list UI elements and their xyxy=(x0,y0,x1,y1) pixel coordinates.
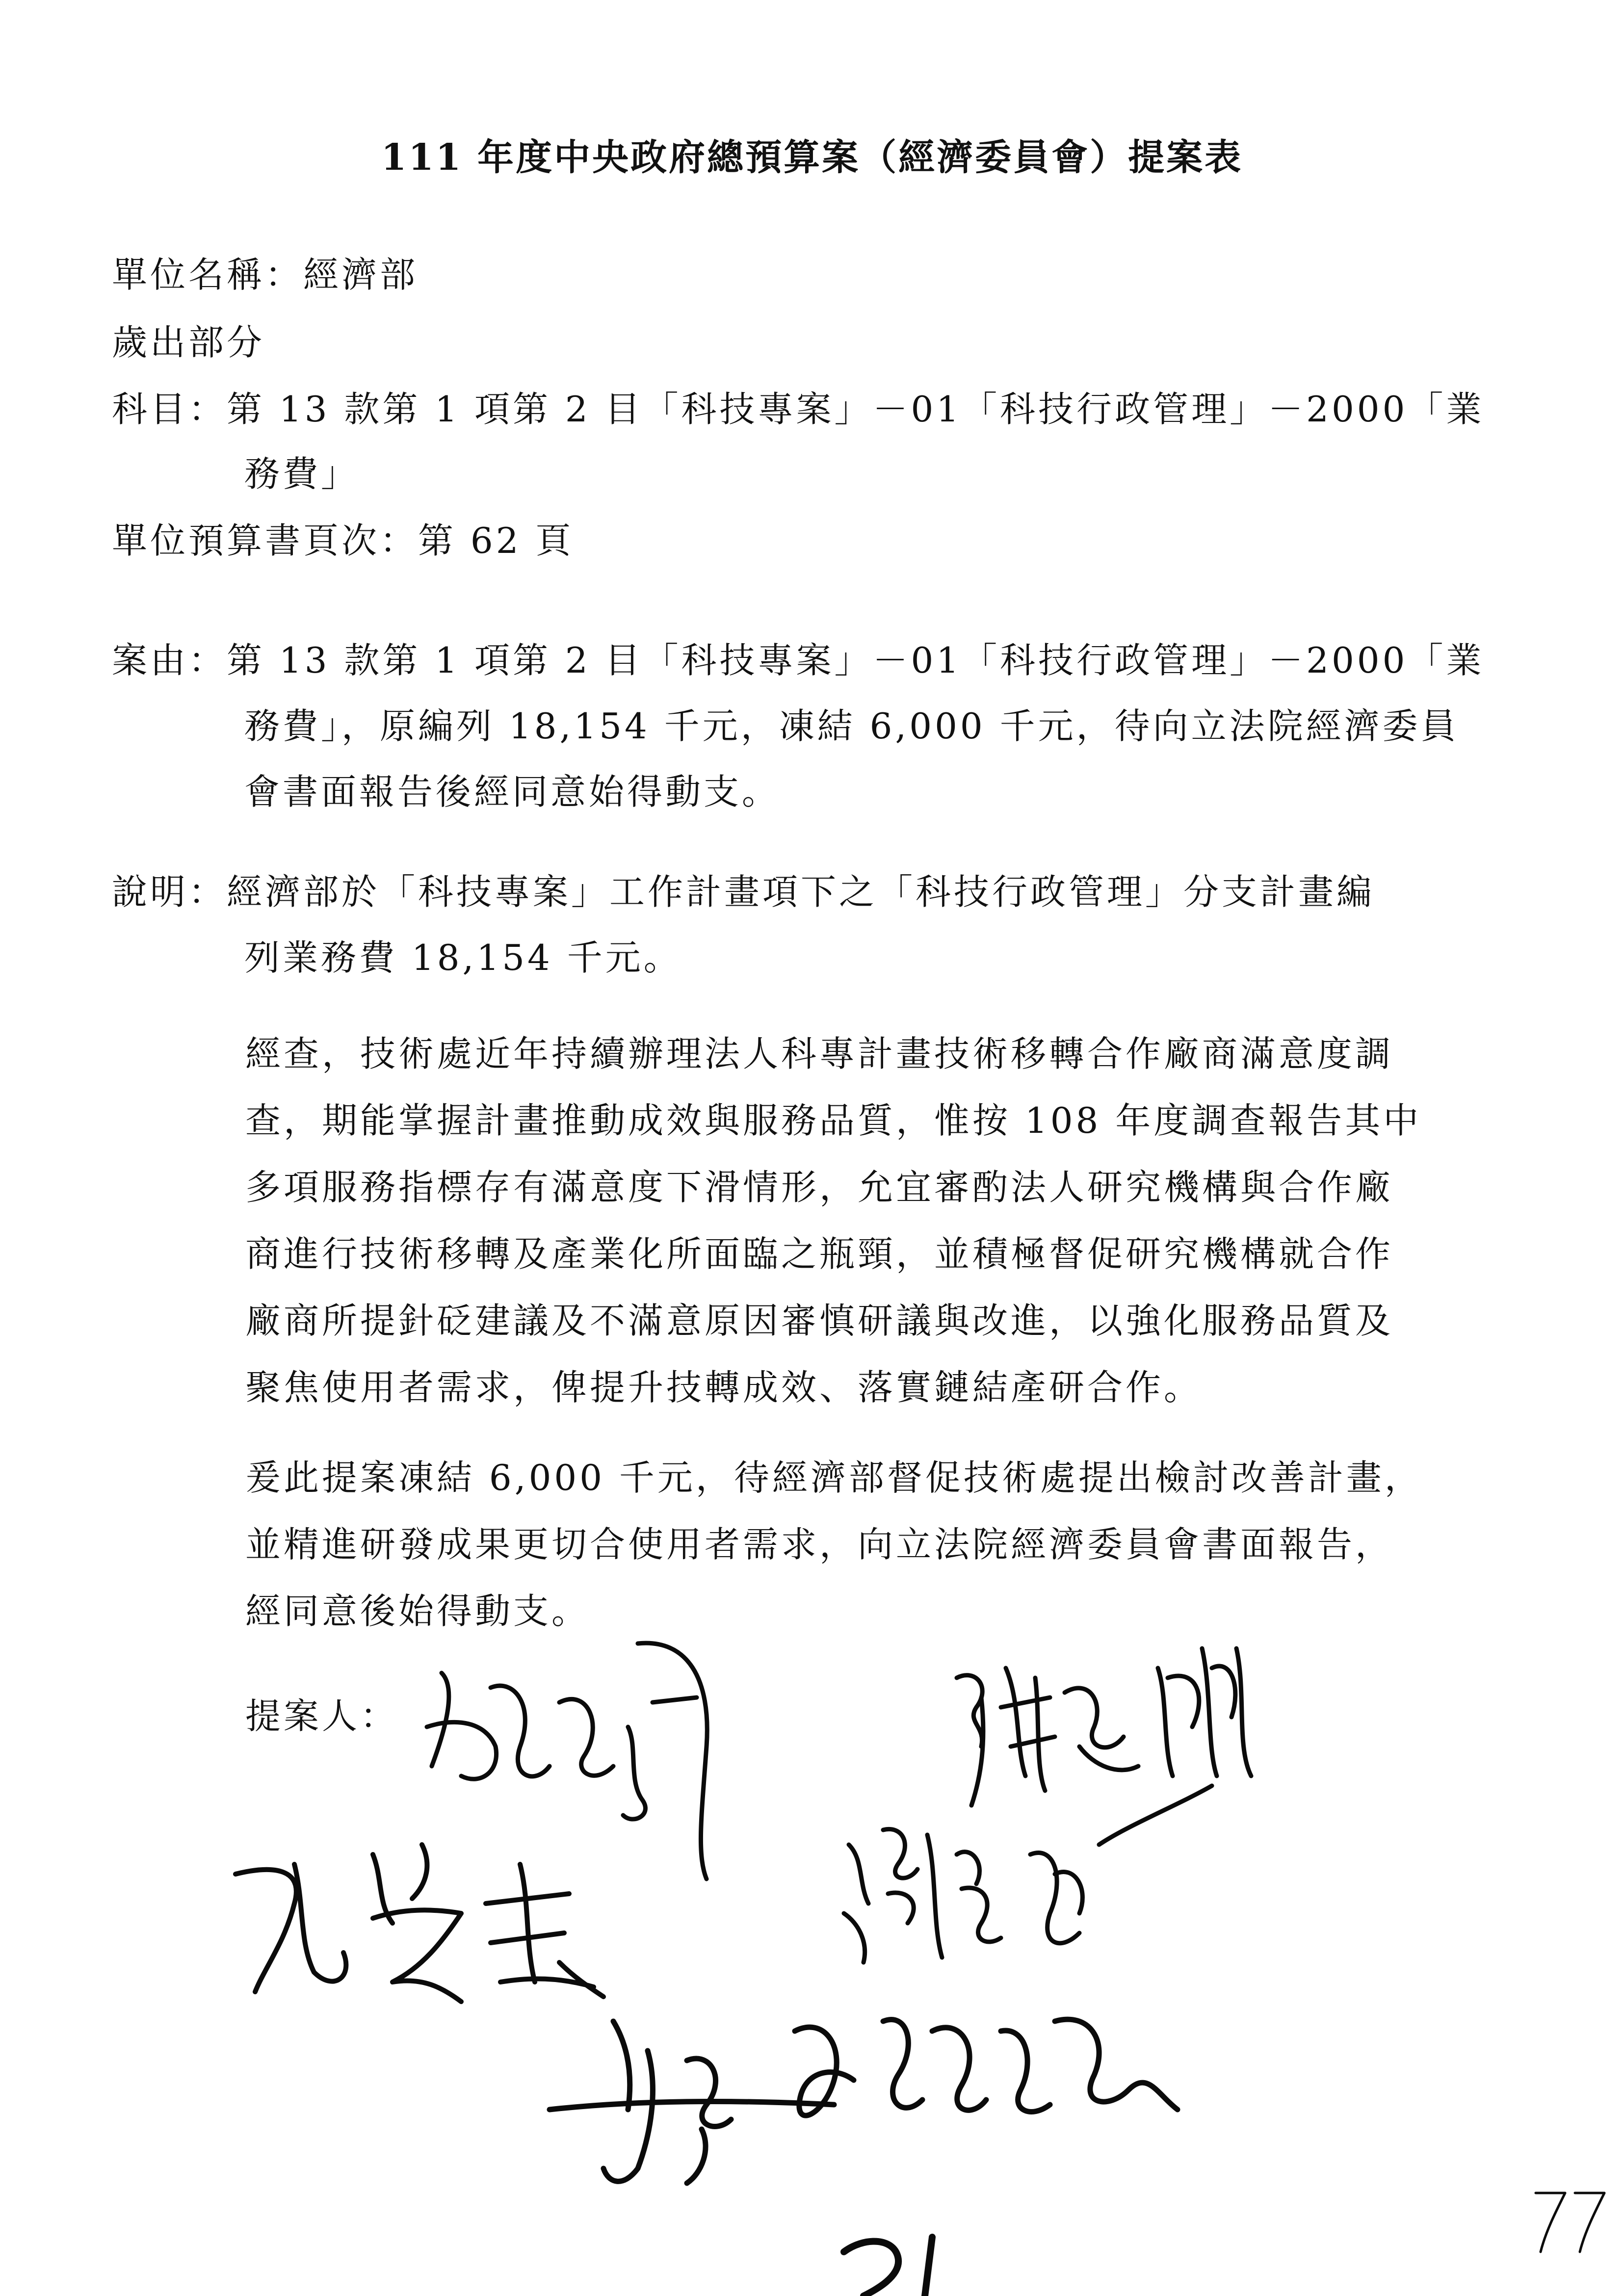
paragraph-line: 查，期能掌握計畫推動成效與服務品質，惟按 108 年度調查報告其中 xyxy=(245,1100,1422,1141)
subject-line-1: 科目：第 13 款第 1 項第 2 目「科技專案」－01「科技行政管理」－2000「業 xyxy=(112,389,1485,430)
proposer-label: 提案人： xyxy=(245,1696,399,1737)
reason-line-3: 會書面報告後經同意始得動支。 xyxy=(244,771,781,812)
signature-3 xyxy=(236,1845,603,2002)
paragraph-line: 經查，技術處近年持續辦理法人科專計畫技術移轉合作廠商滿意度調 xyxy=(245,1033,1394,1074)
signature-2 xyxy=(957,1648,1251,1805)
handwritten-page-number xyxy=(844,2237,932,2296)
paragraph-line: 並精進研發成果更切合使用者需求，向立法院經濟委員會書面報告， xyxy=(245,1524,1394,1565)
explanation-paragraph-3 xyxy=(245,1444,1423,1644)
signature-1 xyxy=(427,1643,707,1879)
unit-name: 單位名稱：經濟部 xyxy=(112,254,419,295)
paragraph-line: 經同意後始得動支。 xyxy=(245,1591,590,1632)
paragraph-line: 爰此提案凍結 6,000 千元，待經濟部督促技術處提出檢討改善計畫， xyxy=(245,1457,1423,1498)
explanation-paragraph-2 xyxy=(245,1020,1421,1421)
handwritten-corner-number xyxy=(1536,2193,1604,2252)
paragraph-line: 商進行技術移轉及產業化所面臨之瓶頸，並積極督促研究機構就合作 xyxy=(245,1233,1394,1275)
reason-line-1: 案由：第 13 款第 1 項第 2 目「科技專案」－01「科技行政管理」－2000「業 xyxy=(112,640,1485,681)
section-label: 歲出部分 xyxy=(112,322,265,363)
explain-line-2: 列業務費 18,154 千元。 xyxy=(244,937,682,978)
paragraph-line: 多項服務指標存有滿意度下滑情形，允宜審酌法人研究機構與合作廠 xyxy=(245,1167,1394,1208)
explain-line-1: 說明：經濟部於「科技專案」工作計畫項下之「科技行政管理」分支計畫編 xyxy=(112,871,1375,913)
signature-5 xyxy=(550,2019,1178,2183)
signature-4 xyxy=(844,1786,1212,1962)
paragraph-line: 聚焦使用者需求，俾提升技轉成效、落實鏈結產研合作。 xyxy=(245,1367,1203,1408)
budget-page: 單位預算書頁次：第 62 頁 xyxy=(112,520,574,561)
reason-line-2: 務費」，原編列 18,154 千元，凍結 6,000 千元，待向立法院經濟委員 xyxy=(244,705,1459,747)
document-title: 111 年度中央政府總預算案（經濟委員會）提案表 xyxy=(381,136,1243,179)
paragraph-line: 廠商所提針砭建議及不滿意原因審慎研議與改進，以強化服務品質及 xyxy=(245,1300,1394,1341)
subject-line-2: 務費」 xyxy=(244,453,360,495)
